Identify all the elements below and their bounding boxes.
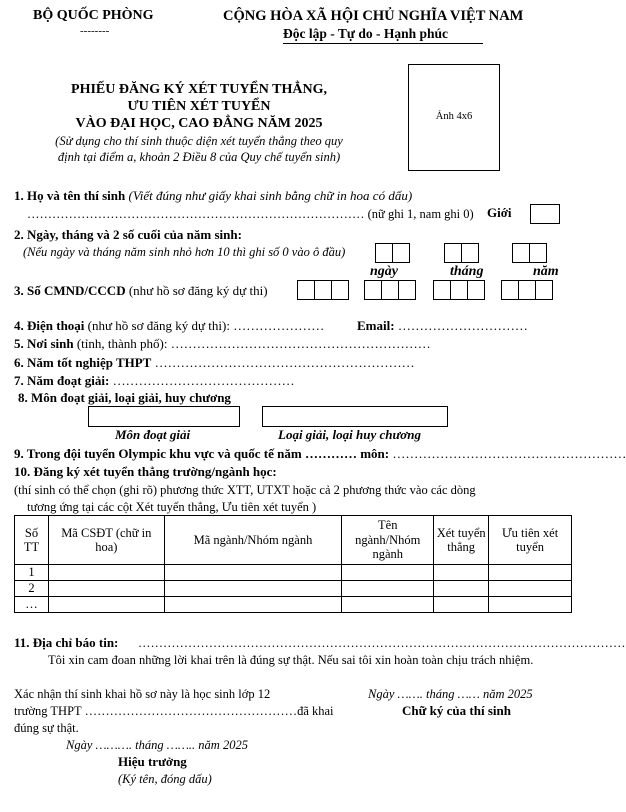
registration-note-2: tương ứng tại các cột Xét tuyển thẳng, Ưu tiên xét tuyển ) — [27, 500, 317, 514]
phone-label: 4. Điện thoại — [14, 318, 85, 333]
table-cell[interactable] — [489, 597, 572, 613]
birthplace-row — [14, 337, 431, 352]
birth-day-boxes[interactable] — [375, 243, 409, 263]
table-header-row — [15, 516, 572, 565]
birth-month-boxes[interactable] — [444, 243, 478, 263]
form-title-line1: PHIẾU ĐĂNG KÝ XÉT TUYỂN THẲNG, — [71, 82, 327, 97]
graduation-year-row — [14, 356, 415, 371]
email-label: Email: — [357, 318, 395, 333]
olympic-team-row — [14, 447, 626, 462]
table-row — [15, 597, 572, 613]
contact-address-label: 11. Địa chỉ báo tin: — [14, 635, 119, 650]
table-row — [15, 581, 572, 597]
table-cell[interactable] — [164, 597, 342, 613]
full-name-row — [14, 189, 412, 204]
table-cell[interactable] — [164, 565, 342, 581]
birthplace-hint[interactable]: (tỉnh, thành phố): …………………………………………………… — [76, 336, 431, 351]
table-cell[interactable] — [48, 597, 164, 613]
ministry-rule: -------- — [80, 25, 110, 37]
gender-box[interactable] — [530, 204, 560, 224]
table-cell[interactable] — [48, 565, 164, 581]
award-type-box[interactable] — [262, 406, 448, 427]
full-name-label: 1. Họ và tên thí sinh — [14, 188, 126, 203]
phone-row — [14, 319, 324, 334]
photo-box[interactable] — [408, 64, 500, 171]
award-year-row — [14, 374, 295, 389]
award-subject-box[interactable] — [88, 406, 240, 427]
principal-sign-note: (Ký tên, đóng dấu) — [118, 772, 212, 786]
ministry-name: BỘ QUỐC PHÒNG — [33, 8, 154, 23]
month-caption: tháng — [450, 264, 484, 279]
table-header-cell: Mã ngành/Nhóm ngành — [164, 516, 342, 565]
table-row — [15, 565, 572, 581]
olympic-subject-label: môn: — [360, 446, 390, 461]
day-caption: ngày — [370, 264, 398, 279]
gender-label: Giới — [487, 205, 512, 220]
school-confirmation-line3: đúng sự thật. — [14, 721, 79, 735]
award-year-line[interactable]: …………………………………… — [112, 373, 295, 388]
table-cell[interactable] — [342, 565, 434, 581]
form-usage-note-1: (Sử dụng cho thí sinh thuộc diện xét tuyển thẳng theo quy — [55, 134, 343, 148]
id-number-boxes-4[interactable] — [501, 280, 552, 300]
award-type-caption: Loại giải, loại huy chương — [278, 427, 421, 442]
registration-label: 10. Đăng ký xét tuyển thẳng trường/ngành học: — [14, 464, 277, 479]
full-name-line[interactable]: ……………………………………………………………………… (nữ ghi 1, nam ghi 0) — [27, 207, 474, 221]
olympic-year-line[interactable]: ………… — [304, 446, 357, 461]
birthplace-label: 5. Nơi sinh — [14, 336, 74, 351]
id-number-row — [14, 284, 268, 299]
id-number-boxes-2[interactable] — [364, 280, 415, 300]
table-cell[interactable] — [434, 581, 489, 597]
contact-address-line[interactable]: ……………………………………………………………………………………………………… — [138, 636, 626, 650]
id-number-label: 3. Số CMND/CCCD — [14, 283, 126, 298]
email-row — [357, 319, 528, 334]
full-name-hint: (Viết đúng như giấy khai sinh bằng chữ in hoa có dấu) — [128, 188, 413, 203]
table-cell: … — [15, 597, 49, 613]
table-cell[interactable] — [434, 565, 489, 581]
registration-table — [14, 515, 572, 613]
table-cell[interactable] — [489, 581, 572, 597]
graduation-year-line[interactable]: …………………………………………………… — [154, 355, 415, 370]
olympic-team-label: 9. Trong đội tuyển Olympic khu vực và quốc tế năm — [14, 446, 302, 461]
email-line[interactable]: ………………………… — [397, 318, 528, 333]
form-title-line3: VÀO ĐẠI HỌC, CAO ĐẲNG NĂM 2025 — [75, 116, 323, 131]
table-header-cell: Tên ngành/Nhóm ngành — [342, 516, 434, 565]
motto-underline — [283, 43, 483, 44]
student-signature-label: Chữ ký của thí sinh — [402, 703, 511, 718]
form-usage-note-2: định tại điểm a, khoản 2 Điều 8 của Quy chế tuyển sinh) — [57, 150, 341, 164]
phone-hint[interactable]: (như hồ sơ đăng ký dự thi): ………………… — [87, 318, 325, 333]
birth-date-label: 2. Ngày, tháng và 2 số cuối của năm sinh: — [14, 227, 242, 242]
award-subject-label: 8. Môn đoạt giải, loại giải, huy chương — [18, 390, 231, 405]
table-header-cell: Mã CSĐT (chữ in hoa) — [48, 516, 164, 565]
table-cell[interactable] — [434, 597, 489, 613]
table-header-cell: Ưu tiên xét tuyển — [489, 516, 572, 565]
id-number-boxes-3[interactable] — [433, 280, 484, 300]
birth-date-hint: (Nếu ngày và tháng năm sinh nhỏ hơn 10 thì ghi số 0 vào ô đầu) — [23, 245, 346, 259]
country-name: CỘNG HÒA XÃ HỘI CHỦ NGHĨA VIỆT NAM — [223, 8, 524, 24]
id-number-hint: (như hồ sơ đăng ký dự thi) — [128, 283, 268, 298]
table-cell[interactable] — [342, 581, 434, 597]
table-cell: 2 — [15, 581, 49, 597]
table-cell[interactable] — [342, 597, 434, 613]
table-cell: 1 — [15, 565, 49, 581]
school-confirmation-line1: Xác nhận thí sinh khai hồ sơ này là học sinh lớp 12 — [14, 687, 271, 701]
principal-title: Hiệu trưởng — [118, 754, 187, 769]
table-cell[interactable] — [489, 565, 572, 581]
registration-note-1: (thí sinh có thể chọn (ghi rõ) phương thức XTT, UTXT hoặc cả 2 phương thức vào các dòng — [14, 483, 476, 497]
form-title-line2: ƯU TIÊN XÉT TUYỂN — [127, 99, 271, 114]
award-subject-caption: Môn đoạt giải — [115, 427, 191, 442]
id-number-boxes-1[interactable] — [297, 280, 348, 300]
student-sign-date[interactable]: Ngày ……. tháng …… năm 2025 — [368, 687, 533, 701]
birth-year-boxes[interactable] — [512, 243, 546, 263]
principal-sign-date[interactable]: Ngày ………. tháng …….. năm 2025 — [66, 738, 248, 752]
graduation-year-label: 6. Năm tốt nghiệp THPT — [14, 355, 152, 370]
table-cell[interactable] — [48, 581, 164, 597]
award-year-label: 7. Năm đoạt giải: — [14, 373, 110, 388]
motto: Độc lập - Tự do - Hạnh phúc — [283, 26, 449, 41]
olympic-subject-line[interactable]: ……………………………………………… — [392, 446, 626, 461]
year-caption: năm — [533, 264, 559, 279]
commitment-statement: Tôi xin cam đoan những lời khai trên là đúng sự thật. Nếu sai tôi xin hoàn toàn chịu trách nhiệm. — [48, 653, 534, 667]
table-header-cell: Số TT — [15, 516, 49, 565]
photo-label: Ảnh 4x6 — [435, 111, 473, 122]
table-header-cell: Xét tuyển thẳng — [434, 516, 489, 565]
table-cell[interactable] — [164, 581, 342, 597]
school-confirmation-line2[interactable]: trường THPT ……………………………………………đã khai — [14, 704, 334, 718]
